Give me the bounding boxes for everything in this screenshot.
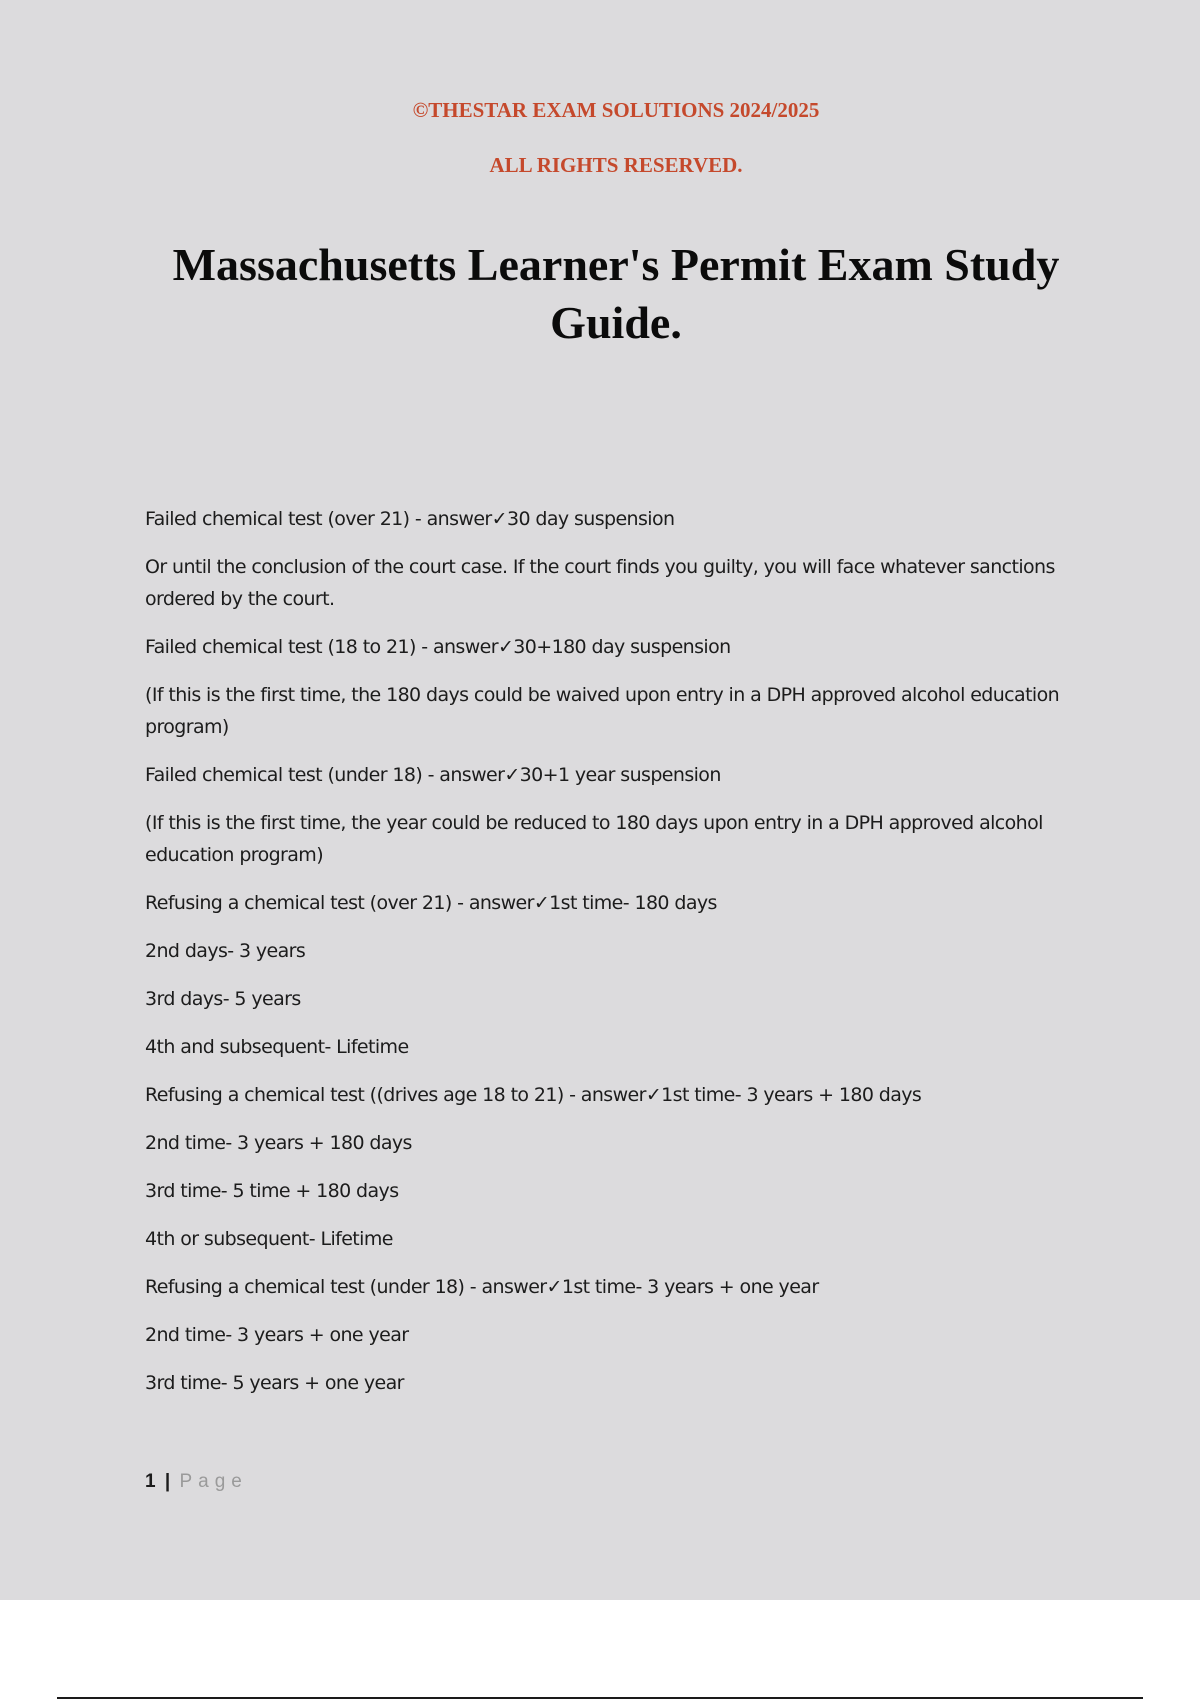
paragraph: 2nd days- 3 years (145, 940, 306, 962)
paragraph: 3rd time- 5 time + 180 days (145, 1180, 399, 1202)
paragraph: (If this is the first time, the 180 days could be waived upon entry in a DPH approved alcohol education program) (145, 684, 1060, 738)
paragraph: 4th and subsequent- Lifetime (145, 1036, 409, 1058)
paragraph: Refusing a chemical test ((drives age 18 to 21) - answer✓1st time- 3 years + 180 days (145, 1084, 922, 1106)
paragraph: Refusing a chemical test (over 21) - answer✓1st time- 180 days (145, 892, 717, 914)
page-footer (145, 1471, 248, 1493)
copyright-notice: ©THESTAR EXAM SOLUTIONS 2024/2025 (412, 98, 820, 122)
document-body (145, 503, 1075, 1415)
paragraph: 3rd days- 5 years (145, 988, 301, 1010)
bottom-divider (57, 1697, 1143, 1699)
paragraph: Failed chemical test (over 21) - answer✓30 day suspension (145, 508, 675, 530)
paragraph: 3rd time- 5 years + one year (145, 1372, 404, 1394)
page-separator: | (164, 1471, 171, 1492)
document-title: Massachusetts Learner's Permit Exam Study Guide. (172, 239, 1060, 348)
paragraph: Failed chemical test (under 18) - answer✓30+1 year suspension (145, 764, 721, 786)
paragraph: 2nd time- 3 years + one year (145, 1324, 409, 1346)
page-number: 1 (145, 1471, 156, 1492)
paragraph: 4th or subsequent- Lifetime (145, 1228, 393, 1250)
page-label: Page (179, 1471, 248, 1492)
paragraph: Failed chemical test (18 to 21) - answer✓30+180 day suspension (145, 636, 731, 658)
paragraph: Or until the conclusion of the court case. If the court finds you guilty, you will face whatever sanctions ordered by the court. (145, 556, 1055, 610)
paragraph: 2nd time- 3 years + 180 days (145, 1132, 412, 1154)
paragraph: (If this is the first time, the year could be reduced to 180 days upon entry in a DPH approved alcohol education program) (145, 812, 1043, 866)
paragraph: Refusing a chemical test (under 18) - answer✓1st time- 3 years + one year (145, 1276, 819, 1298)
rights-reserved-notice: ALL RIGHTS RESERVED. (489, 153, 743, 177)
